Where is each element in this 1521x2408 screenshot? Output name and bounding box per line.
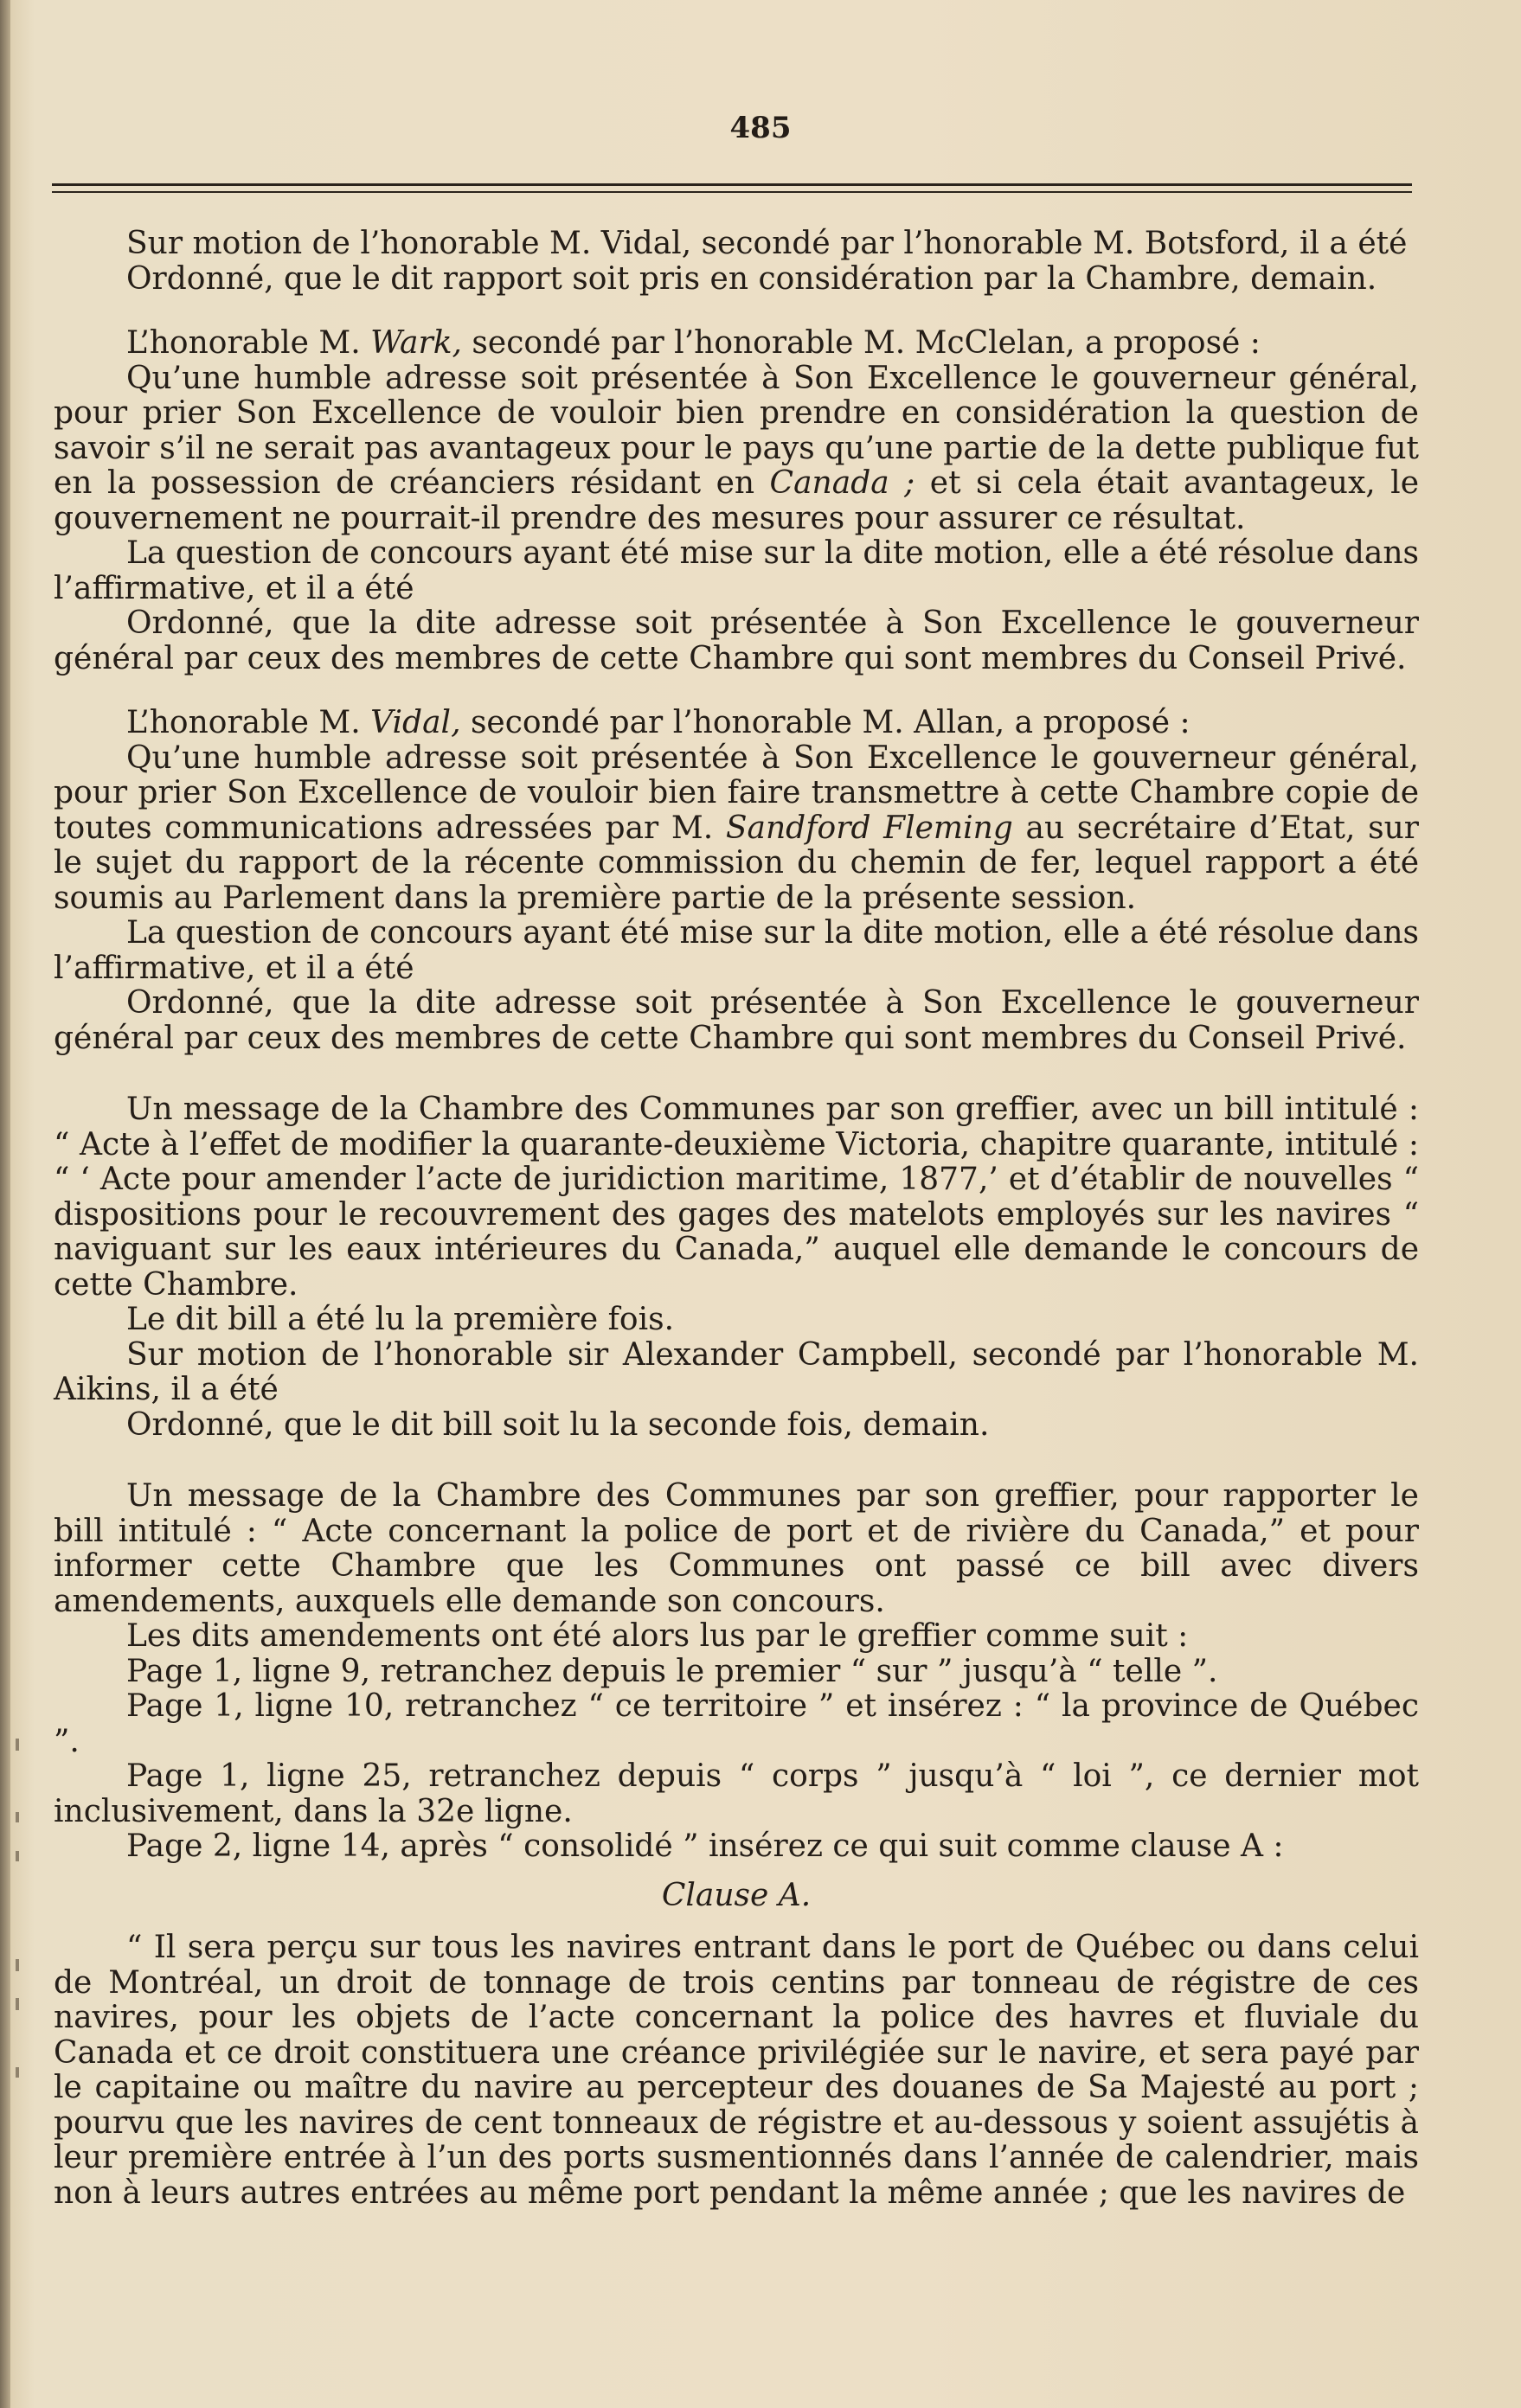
header-rule-thin xyxy=(52,191,1412,193)
text-run: Ordonné, que le dit rapport soit pris en considération par la Chambre, demain. xyxy=(126,260,1377,297)
text-run: Ordonné, que la dite adresse soit présentée à Son Excellence le gouverneur général par ceux des membres de cette Chambre qui sont membres du Conseil Privé. xyxy=(54,605,1419,676)
paragraph xyxy=(54,1689,1419,1759)
italic-text: Canada ; xyxy=(769,465,915,501)
text-run: Page 1, ligne 10, retranchez “ ce territoire ” et insérez : “ la province de Québec ”. xyxy=(54,1688,1419,1759)
italic-text: Wark, xyxy=(370,325,462,361)
margin-mark xyxy=(16,1812,19,1822)
paragraph xyxy=(54,1303,1419,1338)
paragraph xyxy=(54,916,1419,986)
section-heading xyxy=(54,1879,1419,1914)
text-run: La question de concours ayant été mise sur la dite motion, elle a été résolue dans l’affirmative, et il a été xyxy=(54,915,1419,986)
text-run: Page 1, ligne 25, retranchez depuis “ corps ” jusqu’à “ loi ”, ce dernier mot inclusivement, dans la 32e ligne. xyxy=(54,1758,1419,1829)
margin-mark xyxy=(16,1851,19,1861)
text-run: Ordonné, que le dit bill soit lu la seconde fois, demain. xyxy=(126,1406,990,1443)
text-run: L’honorable M. xyxy=(126,705,371,740)
page-body xyxy=(54,227,1419,2211)
text-run: Clause A. xyxy=(661,1877,812,1913)
paragraph xyxy=(54,1655,1419,1690)
header-rule xyxy=(52,183,1412,186)
text-run: Les dits amendements ont été alors lus par le greffier comme suit : xyxy=(126,1618,1189,1654)
margin-mark xyxy=(16,1739,19,1751)
text-run: secondé par l’honorable M. Allan, a proposé : xyxy=(460,705,1190,740)
margin-mark xyxy=(16,2067,19,2078)
text-run: Page 2, ligne 14, après “ consolidé ” insérez ce qui suit comme clause A : xyxy=(126,1828,1284,1864)
text-run: La question de concours ayant été mise sur la dite motion, elle a été résolue dans l’affirmative, et il a été xyxy=(54,535,1419,606)
italic-text: Sandford Fleming xyxy=(725,810,1013,846)
text-run: secondé par l’honorable M. McClelan, a proposé : xyxy=(461,325,1261,361)
paragraph xyxy=(54,1759,1419,1829)
margin-mark xyxy=(16,1998,19,2010)
paragraph xyxy=(54,1829,1419,1865)
paragraph xyxy=(54,706,1419,741)
paragraph xyxy=(54,362,1419,537)
text-run: Sur motion de l’honorable sir Alexander Campbell, secondé par l’honorable M. Aikins, il a été xyxy=(54,1336,1419,1407)
text-run: L’honorable M. xyxy=(126,325,371,361)
paragraph xyxy=(54,606,1419,676)
text-run: Page 1, ligne 9, retranchez depuis le premier “ sur ” jusqu’à “ telle ”. xyxy=(126,1653,1218,1689)
paragraph xyxy=(54,741,1419,917)
text-run: Qu’une humble adresse soit présentée à Son Excellence le gouverneur général, pour prier Son Excellence de vouloir bien prendre en considération la question de savoir s’il ne serait pas avantageux pour le pays qu’une partie de la dette publique fut en la possession de créanciers résidant en xyxy=(54,360,1419,501)
paragraph xyxy=(54,1931,1419,2211)
text-run: Un message de la Chambre des Communes par son greffier, avec un bill intitulé : “ Acte à l’effet de modifier la quarante-deuxième Victoria, chapitre quarante, intitulé : “ ‘ Acte pour amender l’acte de juridiction maritime, 1877,’ et d’établir de nouvelles “ dispositions pour le recouvrement des gages des matelots employés sur les navires “ naviguant sur les eaux intérieures du Canada,” auquel elle demande le concours de cette Chambre. xyxy=(54,1092,1419,1303)
text-run: au secrétaire d’Etat, sur le sujet du rapport de la récente commission du chemin de fer, lequel rapport a été soumis au Parlement dans la première partie de la présente session. xyxy=(54,810,1419,916)
paragraph xyxy=(54,326,1419,362)
paragraph xyxy=(54,1092,1419,1303)
text-run: Ordonné, que la dite adresse soit présentée à Son Excellence le gouverneur général par ceux des membres de cette Chambre qui sont membres du Conseil Privé. xyxy=(54,985,1419,1056)
paragraph xyxy=(54,1479,1419,1619)
text-run: et si cela était avantageux, le gouvernement ne pourrait-il prendre des mesures pour assurer ce résultat. xyxy=(54,465,1419,536)
text-run: “ Il sera perçu sur tous les navires entrant dans le port de Québec ou dans celui de Montréal, un droit de tonnage de trois centins par tonneau de régistre de ces navires, pour les objets de l’acte concernant la police des havres et fluviale du Canada et ce droit constituera une créance privilégiée sur le navire, et sera payé par le capitaine ou maître du navire au percepteur des douanes de Sa Majesté au port ; pourvu que les navires de cent tonneaux de régistre et au-dessous y soient assujétis à leur première entrée à l’un des ports susmentionnés dans l’année de calendrier, mais non à leurs autres entrées au même port pendant la même année ; que les navires de xyxy=(54,1930,1419,2211)
text-run: Sur motion de l’honorable M. Vidal, secondé par l’honorable M. Botsford, il a été xyxy=(126,226,1408,261)
paragraph xyxy=(54,1619,1419,1655)
paragraph xyxy=(54,1408,1419,1444)
text-run: Le dit bill a été lu la première fois. xyxy=(126,1302,675,1337)
paragraph xyxy=(54,536,1419,606)
page-number: 485 xyxy=(729,111,792,145)
paragraph xyxy=(54,227,1419,262)
italic-text: Vidal, xyxy=(370,705,461,740)
paragraph xyxy=(54,986,1419,1056)
text-run: Qu’une humble adresse soit présentée à Son Excellence le gouverneur général, pour prier Son Excellence de vouloir bien faire transmettre à cette Chambre copie de toutes communications adressées par M. xyxy=(54,740,1419,846)
margin-mark xyxy=(16,1959,19,1971)
book-spine-edge xyxy=(0,0,10,2408)
text-run: Un message de la Chambre des Communes par son greffier, pour rapporter le bill intitulé : “ Acte concernant la police de port et de rivière du Canada,” et pour informer cette Chambre que les Communes ont passé ce bill avec divers amendements, auxquels elle demande son concours. xyxy=(54,1478,1419,1619)
paragraph xyxy=(54,262,1419,298)
paragraph xyxy=(54,1338,1419,1408)
